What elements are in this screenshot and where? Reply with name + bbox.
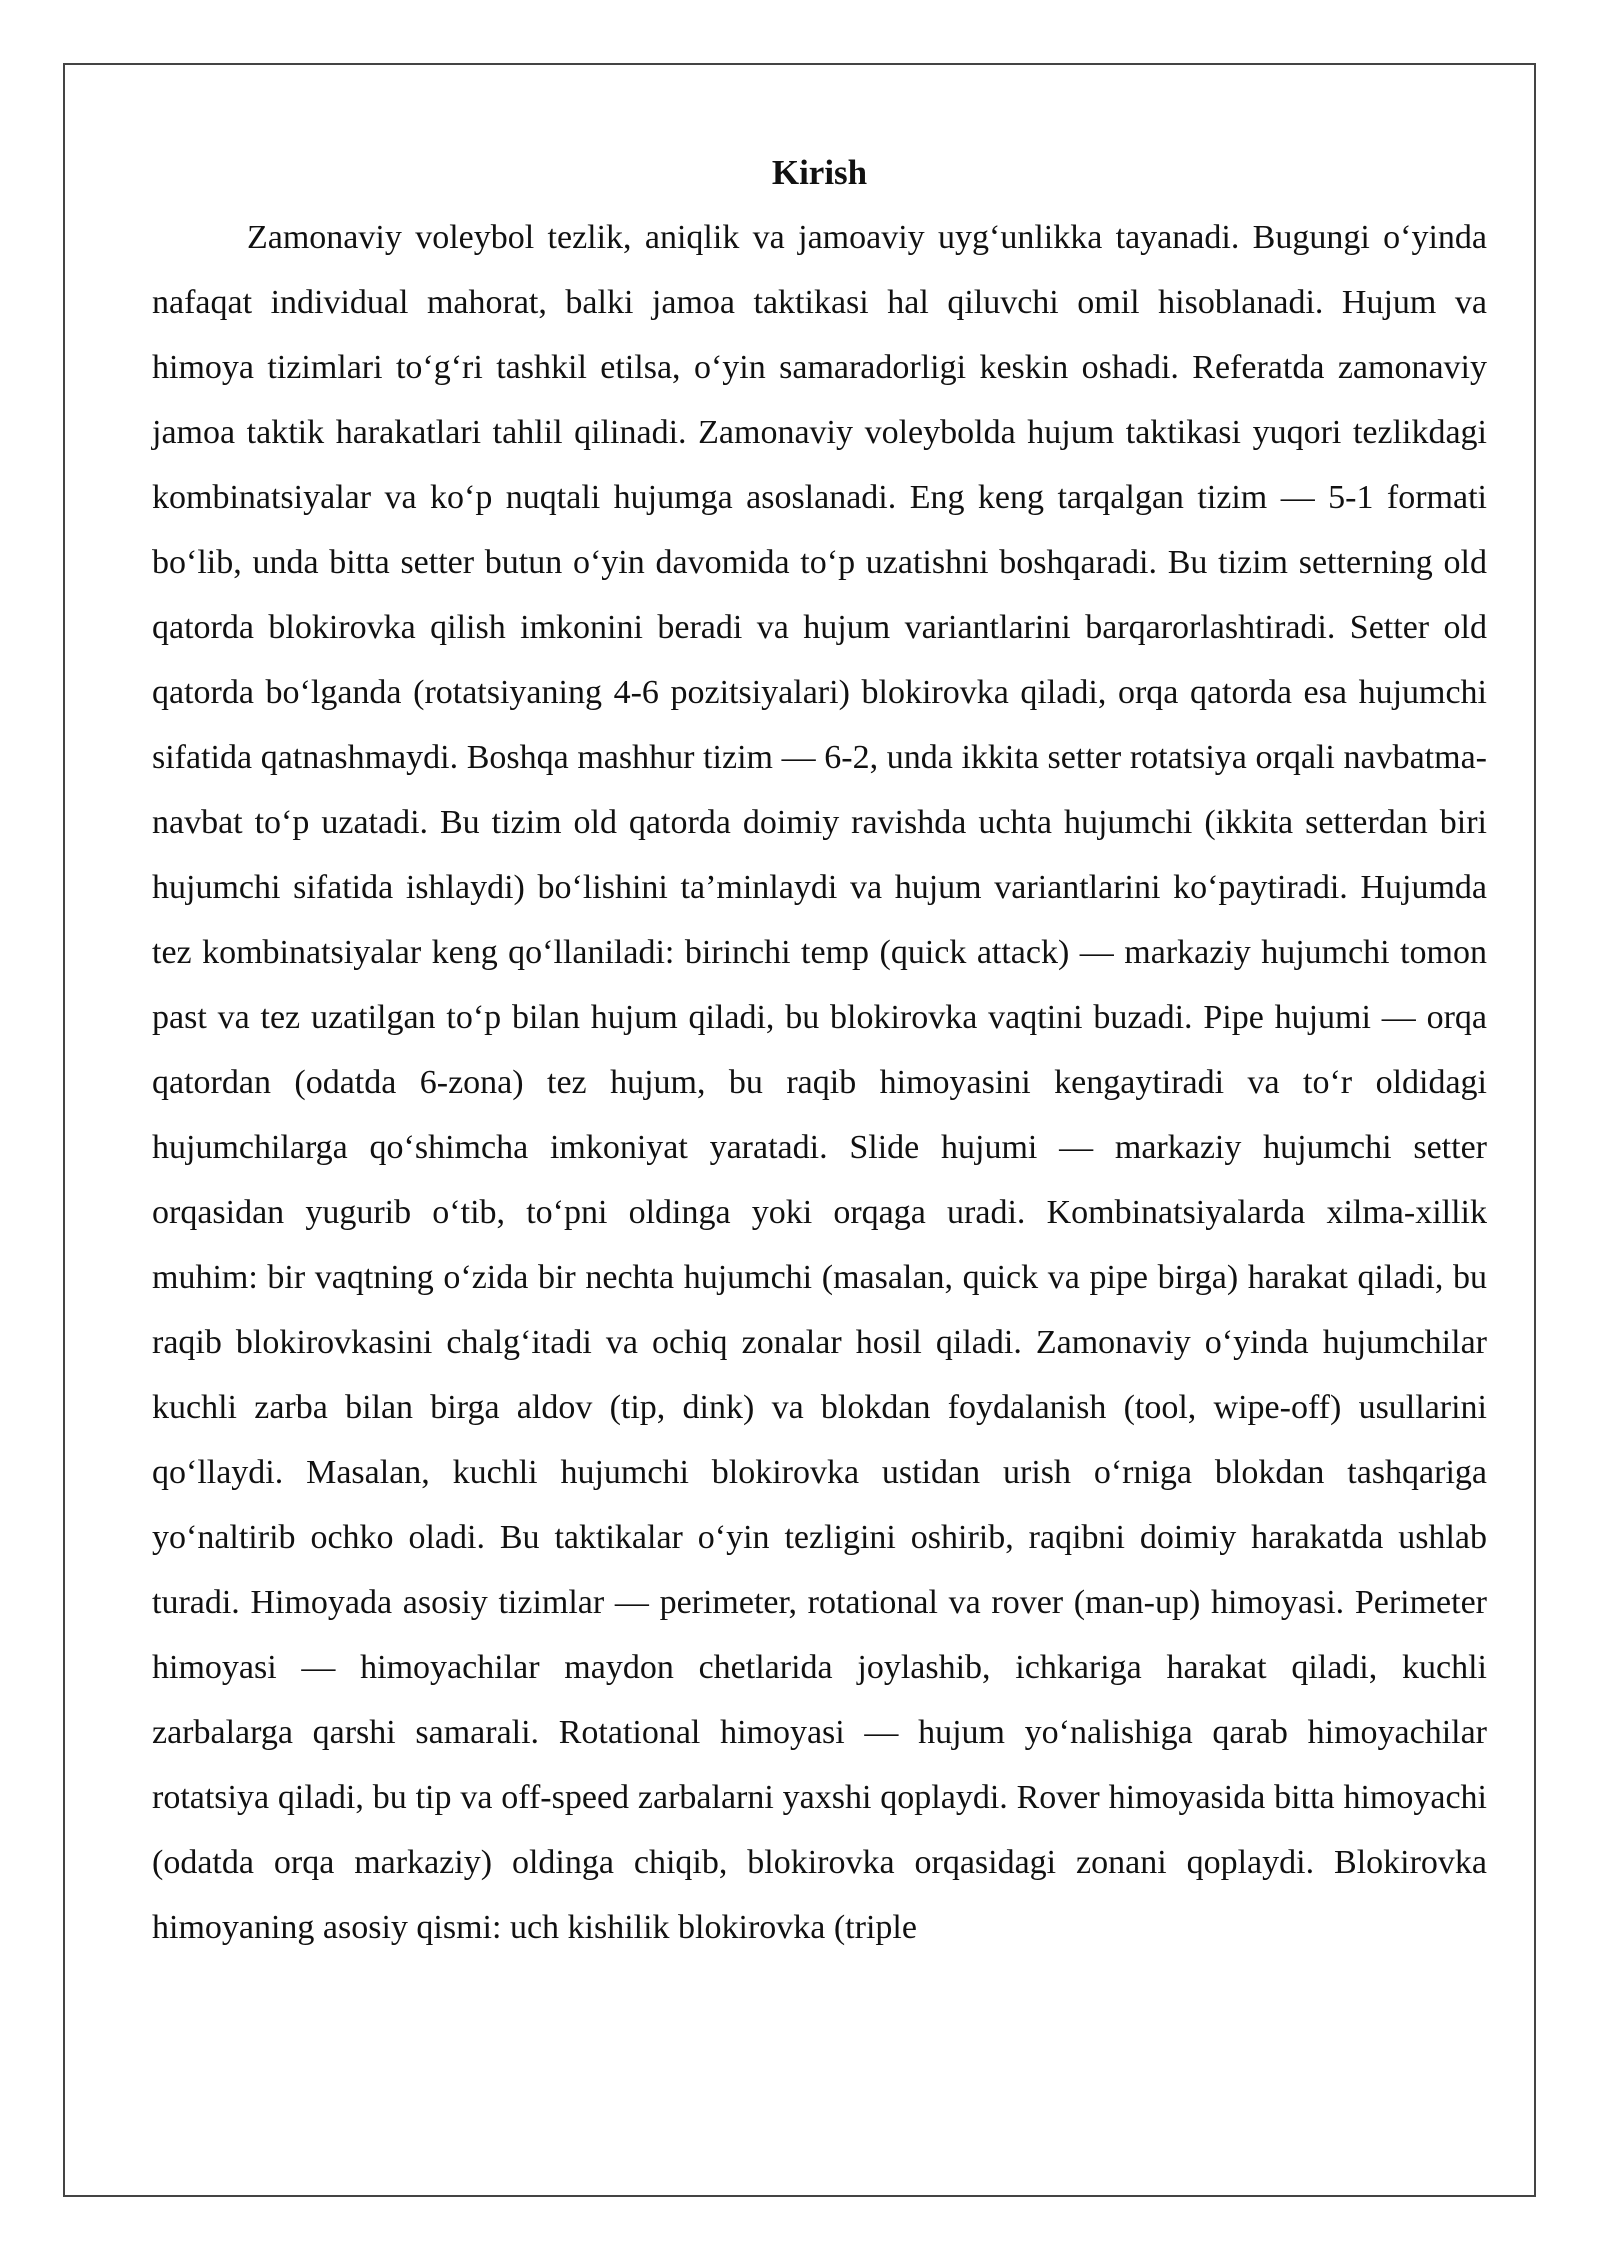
- body-paragraph: Zamonaviy voleybol tezlik, aniqlik va jamoaviy uygʻunlikka tayanadi. Bugungi oʻyinda nafaqat individual mahorat, balki jamoa taktikasi hal qiluvchi omil hisoblanadi. Hujum va himoya tizimlari toʻgʻri tashkil etilsa, oʻyin samaradorligi keskin oshadi. Referatda zamonaviy jamoa taktik harakatlari tahlil qilinadi. Zamonaviy voleybolda hujum taktikasi yuqori tezlikdagi kombinatsiyalar va koʻp nuqtali hujumga asoslanadi. Eng keng tarqalgan tizim — 5-1 formati boʻlib, unda bitta setter butun oʻyin davomida toʻp uzatishni boshqaradi. Bu tizim setterning old qatorda blokirovka qilish imkonini beradi va hujum variantlarini barqarorlashtiradi. Setter old qatorda boʻlganda (rotatsiyaning 4-6 pozitsiyalari) blokirovka qiladi, orqa qatorda esa hujumchi sifatida qatnashmaydi. Boshqa mashhur tizim — 6-2, unda ikkita setter rotatsiya orqali navbatma-navbat toʻp uzatadi. Bu tizim old qatorda doimiy ravishda uchta hujumchi (ikkita setterdan biri hujumchi sifatida ishlaydi) boʻlishini ta’minlaydi va hujum variantlarini koʻpaytiradi. Hujumda tez kombinatsiyalar keng qoʻllaniladi: birinchi temp (quick attack) — markaziy hujumchi tomon past va tez uzatilgan toʻp bilan hujum qiladi, bu blokirovka vaqtini buzadi. Pipe hujumi — orqa qatordan (odatda 6-zona) tez hujum, bu raqib himoyasini kengaytiradi va toʻr oldidagi hujumchilarga qoʻshimcha imkoniyat yaratadi. Slide hujumi — markaziy hujumchi setter orqasidan yugurib oʻtib, toʻpni oldinga yoki orqaga uradi. Kombinatsiyalarda xilma-xillik muhim: bir vaqtning oʻzida bir nechta hujumchi (masalan, quick va pipe birga) harakat qiladi, bu raqib blokirovkasini chalgʻitadi va ochiq zonalar hosil qiladi. Zamonaviy oʻyinda hujumchilar kuchli zarba bilan birga aldov (tip, dink) va blokdan foydalanish (tool, wipe-off) usullarini qoʻllaydi. Masalan, kuchli hujumchi blokirovka ustidan urish oʻrniga blokdan tashqariga yoʻnaltirib ochko oladi. Bu taktikalar oʻyin tezligini oshirib, raqibni doimiy harakatda ushlab turadi. Himoyada asosiy tizimlar — perimeter, rotational va rover (man-up) himoyasi. Perimeter himoyasi — himoyachilar maydon chetlarida joylashib, ichkariga harakat qiladi, kuchli zarbalarga qarshi samarali. Rotational himoyasi — hujum yoʻnalishiga qarab himoyachilar rotatsiya qiladi, bu tip va off-speed zarbalarni yaxshi qoplaydi. Rover himoyasida bitta himoyachi (odatda orqa markaziy) oldinga chiqib, blokirovka orqasidagi zonani qoplaydi. Blokirovka himoyaning asosiy qismi: uch kishilik blokirovka (triple: [152, 219, 1487, 1946]
- section-title: Kirish: [771, 153, 868, 192]
- document-body: [152, 140, 1487, 1960]
